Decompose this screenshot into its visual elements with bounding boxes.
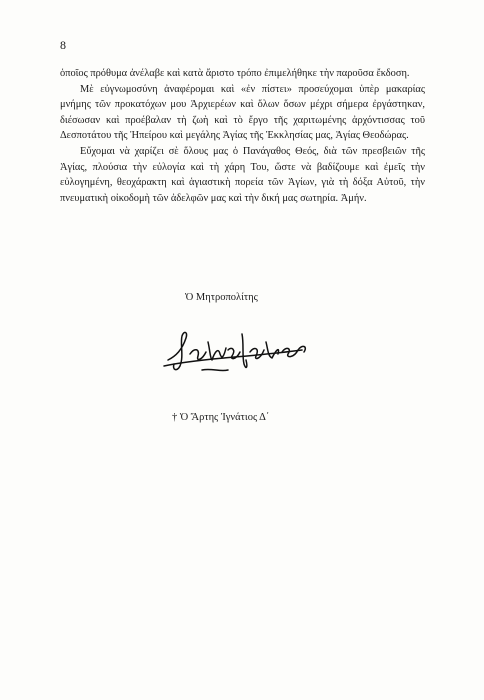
signatory-title: Ὁ Μητροπολίτης: [185, 292, 258, 303]
paragraph-continuation: ὁποῖος πρόθυμα ἀνέλαβε καὶ κατὰ ἄριστο τρόπο ἐπιμελήθηκε τὴν παροῦσα ἔκδοση.: [60, 68, 410, 79]
body-text: [60, 66, 425, 206]
paragraph-remembrance: Μὲ εὐγνωμοσύνη ἀναφέρομαι καὶ «ἐν πίστει» προσεύχομαι ὑπὲρ μακαρίας μνήμης τῶν προκατόχων μου Ἀρχιερέων καὶ ὅλων ὅσων μέχρι σήμερα ἐργάστηκαν, διέσωσαν καὶ προέβαλαν τὴ ζωὴ καὶ τὸ ἔργο τῆς χαριτωμένης ἀρχόντισσας τοῦ Δεσποτάτου τῆς Ἠπείρου καὶ μεγάλης Ἁγίας τῆς Ἐκκλησίας μας, Ἁγίας Θεοδώρας.: [60, 83, 425, 142]
signatory-name: † Ὁ Ἄρτης Ἰγνάτιος Δ΄: [172, 412, 270, 423]
paragraph-prayer: Εὔχομαι νὰ χαρίζει σὲ ὅλους μας ὁ Πανάγαθος Θεός, διὰ τῶν πρεσβειῶν τῆς Ἁγίας, πλούσια τὴν εὐλογία καὶ τὴ χάρη Του, ὥστε νὰ βαδίζουμε καὶ ἐμεῖς τὴν εὐλογημένη, θεοχάρακτη καὶ ἁγιαστικὴ πορεία τῶν Ἁγίων, γιὰ τὴ δόξα Αὐτοῦ, τὴν πνευματικὴ οἰκοδομὴ τῶν ἀδελφῶν μας καὶ τὴν δική μας σωτηρία. Ἀμήν.: [60, 145, 425, 204]
handwritten-signature: [162, 320, 312, 382]
page-number: 8: [60, 38, 66, 52]
